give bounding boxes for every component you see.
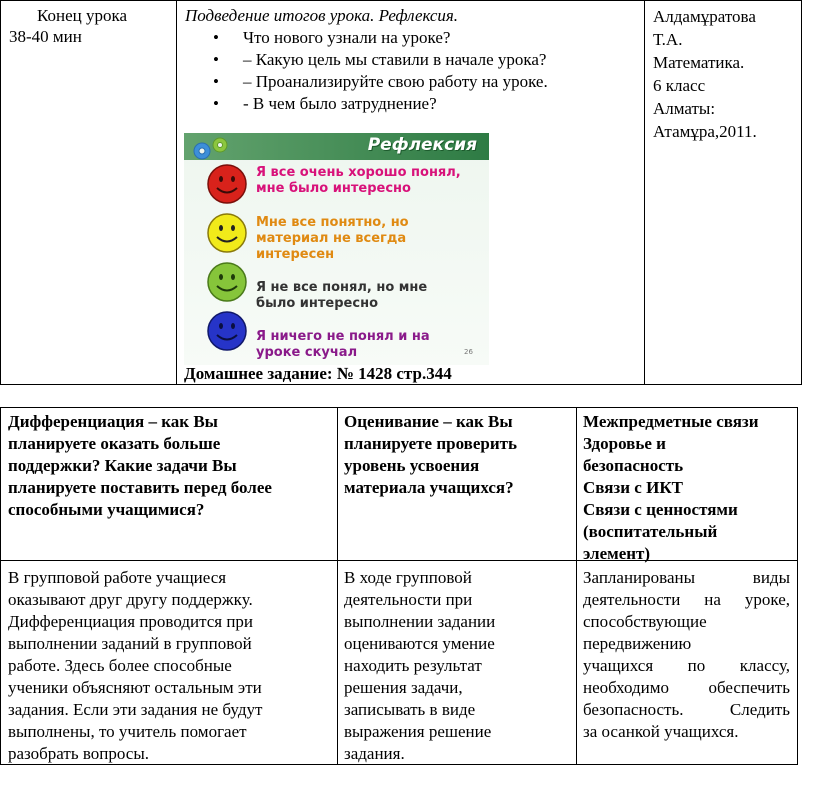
resource-line: 6 класс <box>653 76 706 95</box>
question-text: Что нового узнали на уроке? <box>243 28 451 47</box>
header-cross-curricular: Межпредметные связи Здоровье и безопасность Связи с ИКТ Связи с ценностями (воспитательный элемент) <box>583 412 759 563</box>
list-item <box>185 27 640 49</box>
resources-cell <box>653 5 799 143</box>
column-divider <box>576 408 577 764</box>
slide-page-number: 26 <box>464 348 473 356</box>
slide-item-text: Мне все понятно, но материал не всегда интересен <box>256 215 409 262</box>
cell-cross-curricular: Запланированы виды деятельности на уроке, способствующие передвижению учащихся по классу, необходимо обеспечить безопасность. Следить за осанкой учащихся. <box>583 568 790 741</box>
stage-time: 38-40 мин <box>9 27 82 46</box>
column-divider <box>176 1 177 384</box>
cell-differentiation: В групповой работе учащиеся оказывают друг другу поддержку. Дифференциация проводится при выполнении заданий в групповой работе. Здесь более способные ученики объясняют остальным эти задания. Если эти задания не будут выполнены, то учитель помогает разобрать вопросы. <box>8 568 263 763</box>
resource-line: Т.А. <box>653 30 683 49</box>
gears-icon <box>190 135 234 163</box>
header-assessment: Оценивание – как Вы планируете проверить уровень усвоения материала учащихся? <box>344 412 517 497</box>
resource-line: Математика. <box>653 53 745 72</box>
activity-cell <box>185 5 640 115</box>
slide-item-text: Я ничего не понял и на уроке скучал <box>256 329 430 360</box>
bullet: • <box>213 72 219 91</box>
slide-item-text: Я все очень хорошо понял, мне было интересно <box>256 165 461 196</box>
question-text: – Проанализируйте свою работу на уроке. <box>243 72 548 91</box>
reflection-slide-image <box>184 133 489 365</box>
resource-line: Атамұра,2011. <box>653 122 757 141</box>
list-item <box>185 49 640 71</box>
slide-item-text: Я не все понял, но мне было интересно <box>256 280 428 311</box>
resource-line: Алдамұратова <box>653 7 756 26</box>
yellow-smiley-icon <box>206 212 248 254</box>
bullet: • <box>213 94 219 113</box>
header-differentiation: Дифференциация – как Вы планируете оказать больше поддержки? Какие задачи Вы планируете поставить перед более способными учащимися? <box>8 412 272 519</box>
question-list <box>185 27 640 115</box>
question-text: – Какую цель мы ставили в начале урока? <box>243 50 547 69</box>
stage-name: Конец урока <box>37 6 128 25</box>
question-text: - В чем было затруднение? <box>243 94 437 113</box>
bullet: • <box>213 28 219 47</box>
column-divider <box>337 408 338 764</box>
activity-title: Подведение итогов урока. Рефлексия. <box>185 6 459 25</box>
slide-title: Рефлексия <box>367 135 477 155</box>
list-item <box>185 71 640 93</box>
blue-smiley-icon <box>206 310 248 352</box>
red-smiley-icon <box>206 163 248 205</box>
bullet: • <box>213 50 219 69</box>
cell-assessment: В ходе групповой деятельности при выполнении задании оцениваются умение находить результат решения задачи, записывать в виде выражения решение задания. <box>344 568 496 763</box>
list-item <box>185 93 640 115</box>
column-divider <box>644 1 645 384</box>
resource-line: Алматы: <box>653 99 716 118</box>
stage-cell <box>9 5 127 47</box>
green-smiley-icon <box>206 261 248 303</box>
homework-text: Домашнее задание: № 1428 стр.344 <box>184 364 452 383</box>
